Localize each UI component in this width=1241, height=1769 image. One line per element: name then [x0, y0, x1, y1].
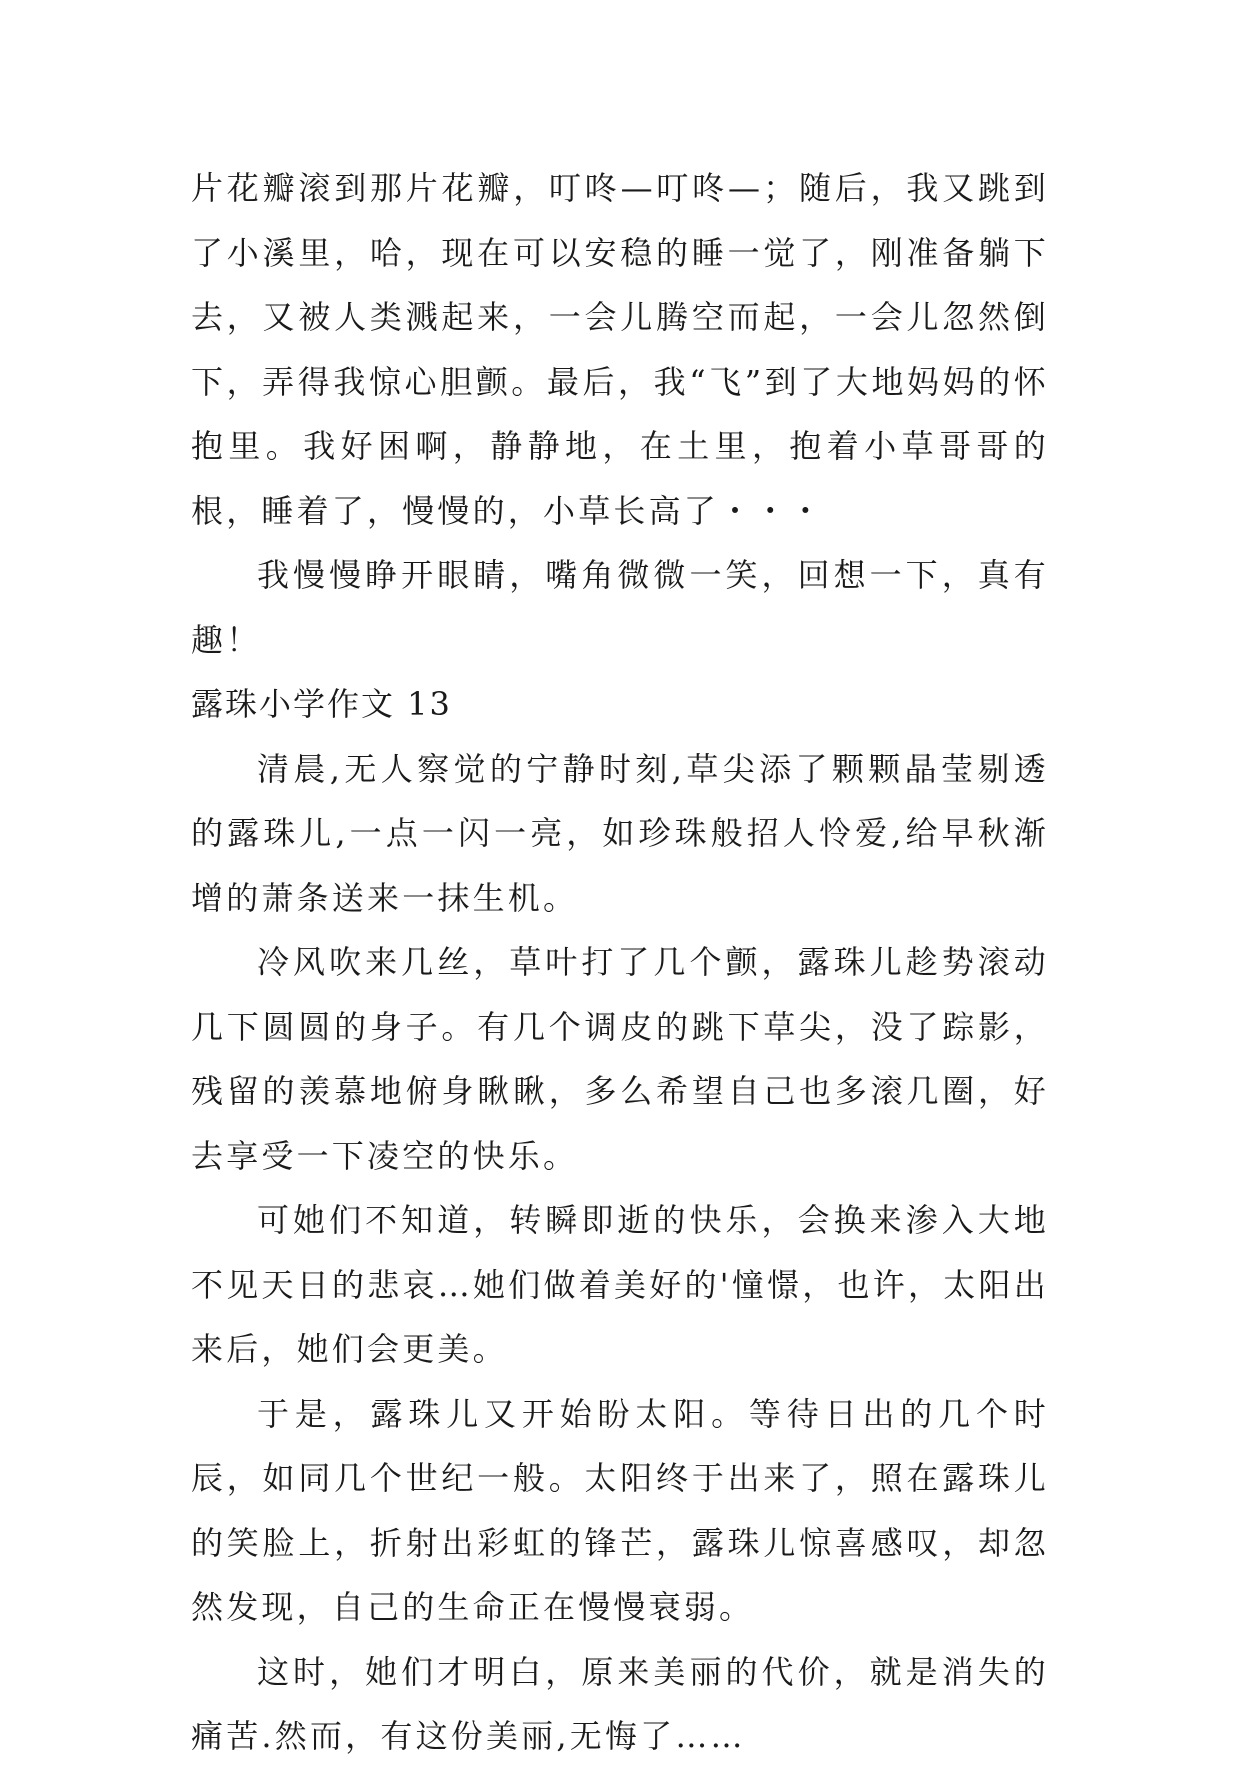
paragraph: 可她们不知道，转瞬即逝的快乐，会换来渗入大地不见天日的悲哀…她们做着美好的'憧憬，也许，太阳出来后，她们会更美。 [191, 1201, 1049, 1368]
paragraph: 于是，露珠儿又开始盼太阳。等待日出的几个时辰，如同几个世纪一般。太阳终于出来了，照在露珠儿的笑脸上，折射出彩虹的锋芒，露珠儿惊喜感叹，却忽然发现，自己的生命正在慢慢衰弱。 [191, 1394, 1049, 1626]
paragraph: 清晨,无人察觉的宁静时刻,草尖添了颗颗晶莹剔透的露珠儿,一点一闪一亮，如珍珠般招人怜爱,给早秋渐增的萧条送来一抹生机。 [191, 749, 1049, 917]
paragraph: 片花瓣滚到那片花瓣，叮咚—叮咚—；随后，我又跳到了小溪里，哈，现在可以安稳的睡一觉了，刚准备躺下去，又被人类溅起来，一会儿腾空而起，一会儿忽然倒下，弄得我惊心胆颤。最后，我“飞”到了大地妈妈的怀抱里。我好困啊，静静地，在土里，抱着小草哥哥的根，睡着了，慢慢的，小草长高了・・・ [191, 169, 1049, 530]
document-body [191, 156, 1049, 1769]
paragraph: 我慢慢睁开眼睛，嘴角微微一笑，回想一下，真有趣！ [191, 556, 1049, 659]
section-title: 露珠小学作文 13 [191, 685, 452, 723]
paragraph: 这时，她们才明白，原来美丽的代价，就是消失的痛苦.然而，有这份美丽,无悔了…… [191, 1652, 1049, 1755]
paragraph: 冷风吹来几丝，草叶打了几个颤，露珠儿趁势滚动几下圆圆的身子。有几个调皮的跳下草尖，没了踪影，残留的羡慕地俯身瞅瞅，多么希望自己也多滚几圈，好去享受一下凌空的快乐。 [191, 943, 1049, 1175]
